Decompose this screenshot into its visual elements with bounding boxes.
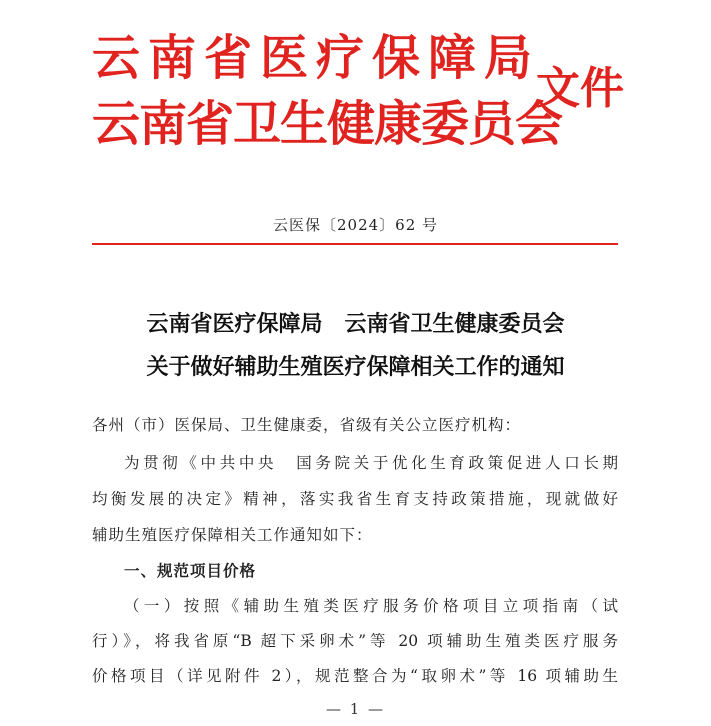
paragraph-2-line-3: 价格项目（详见附件 2），规范整合为“取卵术”等 16 项辅助生	[92, 667, 618, 685]
letterhead-line-2: 云南省卫生健康委员会	[92, 96, 563, 152]
paragraph-1-line-2: 均衡发展的决定》精神，落实我省生育支持政策措施，现就做好	[92, 490, 618, 508]
document-title-line-2: 关于做好辅助生殖医疗保障相关工作的通知	[146, 354, 565, 380]
paragraph-1-line-1: 为贯彻《中共中央 国务院关于优化生育政策促进人口长期	[124, 454, 618, 472]
addressee: 各州（市）医保局、卫生健康委，省级有关公立医疗机构：	[92, 416, 522, 434]
document-title-line-1: 云南省医疗保障局 云南省卫生健康委员会	[146, 311, 565, 337]
letterhead-suffix: 文件	[536, 63, 624, 114]
document-number: 云医保〔2024〕62 号	[272, 216, 439, 234]
letterhead-line-1: 云南省医疗保障局	[92, 30, 541, 86]
paragraph-2-line-1: （一）按照《辅助生殖类医疗服务价格项目立项指南（试	[124, 597, 618, 615]
page-number: — 1 —	[325, 700, 386, 718]
paragraph-1-line-3: 辅助生殖医疗保障相关工作通知如下：	[92, 526, 373, 544]
paragraph-2-line-2: 行）》，将我省原“B 超下采卵术”等 20 项辅助生殖类医疗服务	[92, 632, 618, 650]
red-divider-rule	[92, 243, 618, 245]
section-1-heading: 一、规范项目价格	[124, 561, 257, 580]
